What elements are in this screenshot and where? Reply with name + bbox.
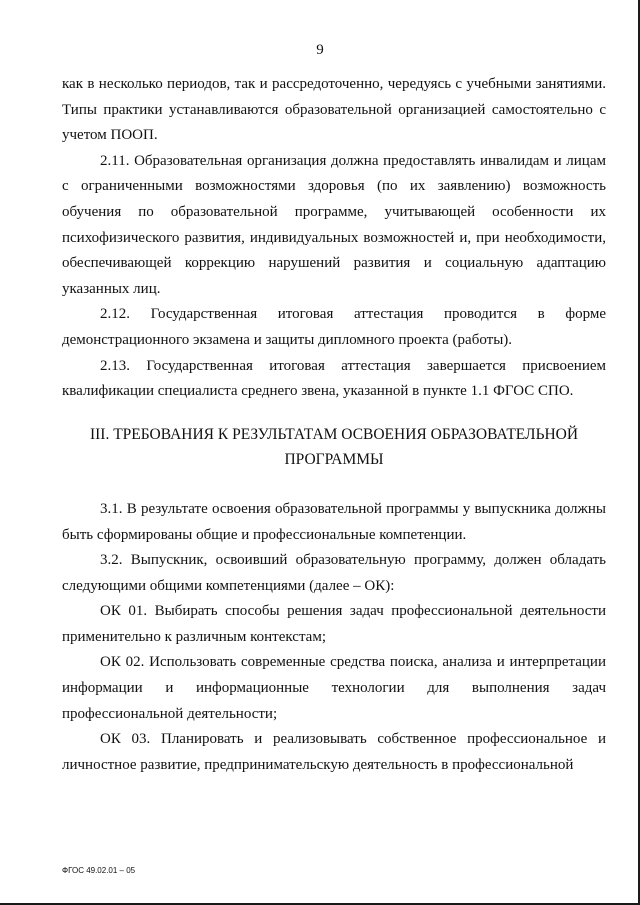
competence-ok-01: ОК 01. Выбирать способы решения задач профессиональной деятельности применительно к различным контекстам; [62, 603, 606, 645]
competence-ok-03: ОК 03. Планировать и реализовывать собственное профессиональное и личностное развитие, предпринимательскую деятельность в профессиональной [62, 731, 606, 773]
page-number: 9 [316, 42, 324, 58]
footer-code: ФГОС 49.02.01 – 05 [62, 866, 136, 875]
paragraph-2-11: 2.11. Образовательная организация должна предоставлять инвалидам и лицам с ограниченными возможностями здоровья (по их заявлению) возможность обучения по образовательной программе, учитывающей особенности их психофизического развития, индивидуальных возможностей и, при необходимости, обеспечивающей коррекцию нарушений развития и социальную адаптацию указанных лиц. [62, 152, 606, 297]
paragraph-3-1: 3.1. В результате освоения образовательной программы у выпускника должны быть сформированы общие и профессиональные компетенции. [62, 500, 606, 543]
competence-ok-02: ОК 02. Использовать современные средства поиска, анализа и интерпретации информации и информационные технологии для выполнения задач профессиональной деятельности; [62, 654, 606, 722]
paragraph-continuation: как в несколько периодов, так и рассредоточенно, чередуясь с учебными занятиями. Типы практики устанавливаются образовательной организацией самостоятельно с учетом ПООП. [62, 76, 606, 144]
paragraph-2-13: 2.13. Государственная итоговая аттестация завершается присвоением квалификации специалиста среднего звена, указанной в пункте 1.1 ФГОС СПО. [62, 357, 606, 400]
paragraph-3-2: 3.2. Выпускник, освоивший образовательную программу, должен обладать следующими общими компетенциями (далее – ОК): [62, 552, 606, 594]
document-body [62, 72, 606, 778]
section-heading: III. ТРЕБОВАНИЯ К РЕЗУЛЬТАТАМ ОСВОЕНИЯ ОБРАЗОВАТЕЛЬНОЙ ПРОГРАММЫ [89, 425, 579, 469]
paragraph-2-12: 2.12. Государственная итоговая аттестация проводится в форме демонстрационного экзамена и защиты дипломного проекта (работы). [62, 306, 606, 348]
